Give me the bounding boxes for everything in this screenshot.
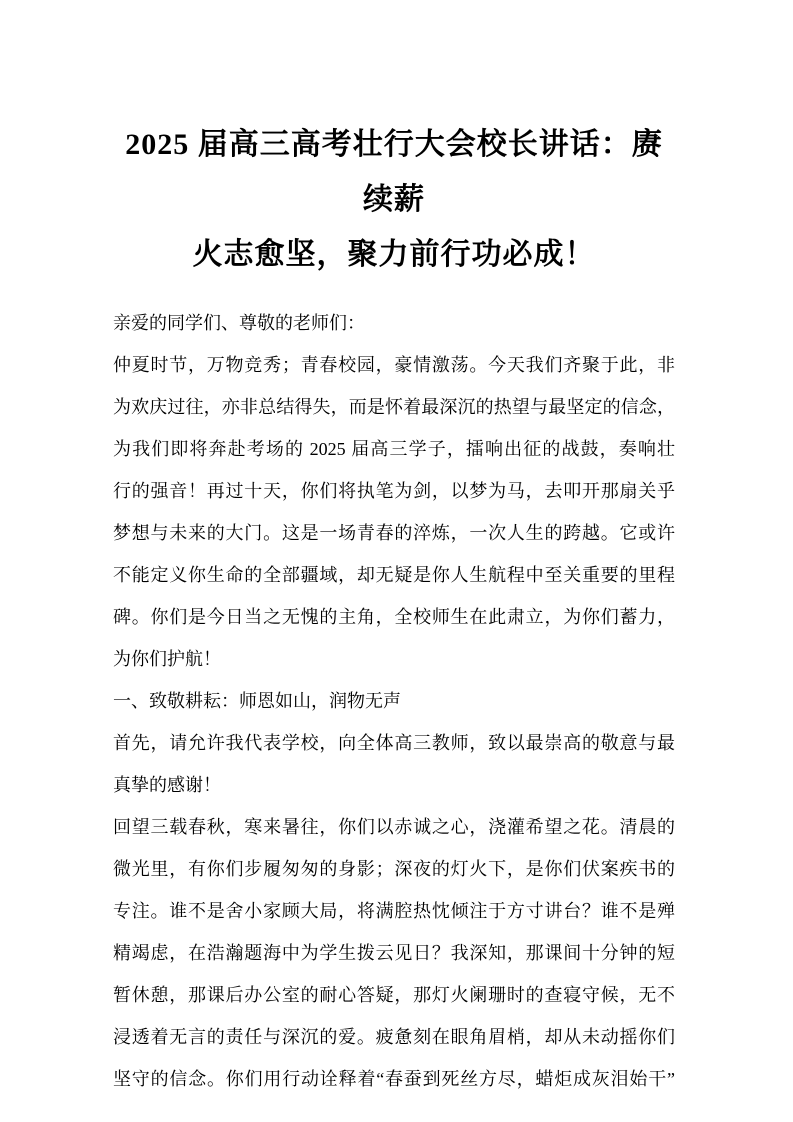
- doc-line: 首先，请允许我代表学校，向全体高三教师，致以最崇高的敬意与最: [113, 733, 675, 753]
- doc-line: 微光里，有你们步履匆匆的身影；深夜的灯火下，是你们伏案疾书的: [113, 859, 675, 879]
- doc-title-line-1: 2025 届高三高考壮行大会校长讲话：赓续薪: [125, 128, 663, 216]
- doc-line: 浸透着无言的责任与深沉的爱。疲惫刻在眼角眉梢，却从未动摇你们: [113, 1027, 675, 1047]
- paragraph-thanks-to-teachers: [113, 722, 675, 806]
- doc-line: 仲夏时节，万物竞秀；青春校园，豪情激荡。今天我们齐聚于此，非: [113, 355, 675, 375]
- doc-line: 暂休憩，那课后办公室的耐心答疑，那灯火阑珊时的查寝守候，无不: [113, 985, 675, 1005]
- doc-title: [113, 117, 675, 282]
- doc-line: 真挚的感谢！: [113, 775, 221, 795]
- doc-line: 坚守的信念。你们用行动诠释着“春蚕到死丝方尽，蜡炬成灰泪始干”: [113, 1069, 675, 1089]
- doc-line: 精竭虑，在浩瀚题海中为学生拨云见日？我深知，那课间十分钟的短: [113, 943, 675, 963]
- section-heading-1: [113, 680, 675, 722]
- paragraph-salutation: [113, 302, 675, 344]
- doc-title-line-2: 火志愈坚，聚力前行功必成！: [192, 238, 596, 271]
- doc-line: 梦想与未来的大门。这是一场青春的淬炼，一次人生的跨越。它或许: [113, 523, 675, 543]
- paragraph-teachers-tribute: [113, 806, 675, 1100]
- doc-line: 亲爱的同学们、尊敬的老师们：: [113, 313, 365, 333]
- doc-line: 不能定义你生命的全部疆域，却无疑是你人生航程中至关重要的里程: [113, 565, 675, 585]
- doc-body: [113, 302, 675, 1100]
- doc-line: 碑。你们是今日当之无愧的主角，全校师生在此肃立，为你们蓄力，: [113, 607, 675, 627]
- paragraph-opening: [113, 344, 675, 680]
- doc-line: 回望三载春秋，寒来暑往，你们以赤诚之心，浇灌希望之花。清晨的: [113, 817, 675, 837]
- doc-line: 为欢庆过往，亦非总结得失，而是怀着最深沉的热望与最坚定的信念，: [113, 397, 675, 417]
- doc-line: 为你们护航！: [113, 649, 221, 669]
- doc-line: 为我们即将奔赴考场的 2025 届高三学子，擂响出征的战鼓，奏响壮: [113, 439, 675, 459]
- doc-line: 专注。谁不是舍小家顾大局，将满腔热忱倾注于方寸讲台？谁不是殚: [113, 901, 675, 921]
- doc-line: 一、致敬耕耘：师恩如山，润物无声: [113, 691, 401, 711]
- doc-line: 行的强音！再过十天，你们将执笔为剑，以梦为马，去叩开那扇关乎: [113, 481, 675, 501]
